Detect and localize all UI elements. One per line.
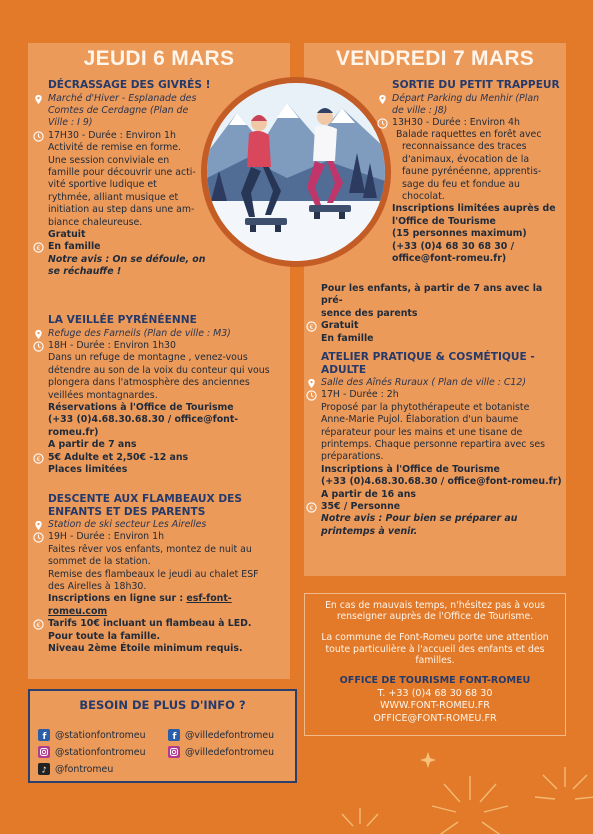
euro-icon <box>33 453 44 464</box>
thursday-title: JEUDI 6 MARS <box>83 47 235 70</box>
location-row <box>33 519 288 531</box>
desc-line: veillées montagnardes. <box>48 389 158 401</box>
notice-line: toute particulière à l'accueil des enfants et des <box>325 643 545 655</box>
registration-line: (15 personnes maximum) <box>392 228 527 240</box>
social-handle: @fontromeu <box>55 763 114 775</box>
registration-line: Inscriptions limitées auprès de <box>392 203 556 215</box>
location-row <box>33 328 288 340</box>
euro-icon <box>306 321 317 332</box>
office-title: OFFICE DE TOURISME FONT-ROMEU <box>339 675 531 687</box>
desc-line: Une session conviviale en <box>48 154 170 166</box>
location-row <box>377 93 562 118</box>
more-info-title: BESOIN DE PLUS D'INFO ? <box>79 698 246 712</box>
location-pin-icon <box>33 520 44 531</box>
price-row <box>306 501 564 538</box>
instagram-icon <box>168 746 180 758</box>
clock-icon <box>33 532 44 543</box>
location-pin-icon <box>33 94 44 105</box>
more-info-box <box>28 689 297 783</box>
location-line: de ville : J8) <box>392 104 448 116</box>
notice-line: familles. <box>415 654 455 666</box>
clock-icon <box>377 118 388 129</box>
notice-line: La commune de Font-Romeu porte une attention <box>321 632 549 644</box>
time-text: 19H - Durée : Environ 1h <box>48 531 165 543</box>
time-row <box>33 340 288 452</box>
social-handle: @villedefontromeu <box>185 729 275 741</box>
desc-line: détendre au son de la voix du conteur qui vous <box>48 364 270 376</box>
desc-line: sommet de la station. <box>48 556 151 568</box>
event-title <box>33 493 288 518</box>
registration-prefix: Inscriptions en ligne sur : <box>48 593 187 605</box>
price-line: Tarifs 10€ incluant un flambeau à LED. <box>48 618 252 630</box>
social-instagram-ville[interactable] <box>168 746 274 758</box>
desc-line: rythmée, alliant musique et <box>48 191 179 203</box>
time-text: 17H30 - Durée : Environ 1h <box>48 129 176 141</box>
time-text: 18H - Durée : Environ 1h30 <box>48 339 176 351</box>
desc-line: vité sportive ludique et <box>48 179 157 191</box>
time-row <box>377 117 562 129</box>
registration-line: (+33 (0)4.68.30.68.30 / office@font-romeu.fr) <box>48 414 239 438</box>
extra-line: Pour les enfants, à partir de 7 ans avec la pré- <box>321 283 543 307</box>
location-row <box>33 93 283 130</box>
desc-line: Activité de remise en forme. <box>48 142 182 154</box>
desc-line: Anne-Marie Pujol. Élaboration d'un baume <box>321 414 519 426</box>
desc-line: Balade raquettes en forêt avec <box>396 129 542 140</box>
event-trappeur-extra <box>306 283 564 345</box>
office-email[interactable]: OFFICE@FONT-ROMEU.FR <box>373 712 497 724</box>
svg-text:♪: ♪ <box>41 765 47 775</box>
price-row <box>33 618 288 655</box>
social-handle: @stationfontromeu <box>55 729 146 741</box>
social-tiktok[interactable] <box>38 763 113 775</box>
desc-line: initiation au step dans une am- <box>48 204 195 216</box>
registration-line: A partir de 7 ans <box>48 439 137 451</box>
euro-icon <box>306 502 317 513</box>
desc-line: faune pyrénéenne, apprentis- <box>402 166 542 178</box>
event-title-line: ENFANTS ET DES PARENTS <box>48 505 206 518</box>
facebook-icon <box>38 729 50 741</box>
price-line: 35€ / Personne <box>321 501 401 513</box>
office-phone[interactable]: T. +33 (0)4 68 30 68 30 <box>377 688 493 700</box>
social-handle: @villedefontromeu <box>185 746 275 758</box>
registration-line: (+33 (0)4 68 30 68 30 / <box>392 240 514 252</box>
time-text: 17H - Durée : 2h <box>321 389 399 401</box>
event-title-line: ATELIER PRATIQUE & COSMÉTIQUE - <box>321 351 535 363</box>
note-line: Notre avis : Pour bien se préparer au <box>321 513 518 525</box>
location-line: Salle des Aînés Ruraux ( Plan de ville : C12) <box>321 377 526 388</box>
svg-text:€: € <box>309 503 314 512</box>
desc-line: préparations. <box>321 451 384 463</box>
registration-line: A partir de 16 ans <box>321 488 416 500</box>
desc-line: chocolat. <box>402 191 445 203</box>
price-line: Niveau 2ème Étoile minimum requis. <box>48 643 243 655</box>
euro-icon <box>33 619 44 630</box>
note-line: printemps à venir. <box>321 525 418 537</box>
esf-link[interactable]: esf-font-romeu.com <box>48 593 232 617</box>
location-line: Ville : I 9) <box>48 117 93 129</box>
event-flambeaux <box>33 493 288 655</box>
euro-icon <box>33 242 44 253</box>
time-row <box>306 389 564 501</box>
accessibility-notice <box>315 632 555 666</box>
desc-line: des Airelles à 18h30. <box>48 581 147 593</box>
office-website[interactable]: WWW.FONT-ROMEU.FR <box>380 700 490 712</box>
desc-line: plongera dans l'atmosphère des anciennes <box>48 377 250 389</box>
price-line: En famille <box>321 332 374 344</box>
clock-icon <box>306 390 317 401</box>
location-line: Départ Parking du Menhir (Plan <box>392 92 540 104</box>
price-row <box>306 320 564 345</box>
time-row <box>33 130 283 242</box>
price-line: 5€ Adulte et 2,50€ -12 ans <box>48 451 189 463</box>
event-title: LA VEILLÉE PYRÉNÉENNE <box>48 314 197 326</box>
location-pin-icon <box>33 329 44 340</box>
friday-title: VENDREDI 7 MARS <box>335 47 535 70</box>
registration-line: office@font-romeu.fr) <box>392 253 507 265</box>
registration-line: l'Office de Tourisme <box>392 215 496 227</box>
svg-text:f: f <box>42 732 47 741</box>
notice-box <box>304 593 566 736</box>
svg-text:€: € <box>36 244 41 253</box>
desc-line: printemps. Chaque personne repartira avec ses <box>321 439 545 451</box>
desc-line: Dans un refuge de montagne , venez-vous <box>48 352 248 364</box>
social-handle: @stationfontromeu <box>55 746 146 758</box>
note-line: Notre avis : On se défoule, on <box>48 253 206 265</box>
location-row <box>306 377 564 389</box>
event-atelier <box>306 351 564 538</box>
event-trappeur <box>377 79 562 130</box>
svg-text:f: f <box>172 732 177 741</box>
event-trappeur-details <box>392 129 564 265</box>
weather-notice <box>315 600 555 622</box>
social-facebook-ville[interactable] <box>168 729 274 741</box>
event-veillee <box>33 314 288 476</box>
price-line: Pour toute la famille. <box>48 630 161 642</box>
price-line: En famille <box>48 241 101 253</box>
location-line: Comtes de Cerdagne (Plan de <box>48 104 189 116</box>
event-title: DÉCRASSAGE DES GIVRÉS ! <box>48 79 211 91</box>
location-line: Station de ski secteur Les Airelles <box>48 519 207 530</box>
registration-line: Réservations à l'Office de Tourisme <box>48 401 234 413</box>
registration-line <box>48 593 288 618</box>
social-instagram-station[interactable] <box>38 746 146 758</box>
price-line: Gratuit <box>48 228 86 240</box>
tiktok-icon <box>38 763 50 775</box>
instagram-icon <box>38 746 50 758</box>
svg-text:€: € <box>36 621 41 630</box>
event-title <box>306 351 564 376</box>
registration-line: Inscriptions à l'Office de Tourisme <box>321 463 500 475</box>
notice-line: En cas de mauvais temps, n'hésitez pas à vous <box>325 600 545 611</box>
desc-line: d'animaux, évocation de la <box>402 153 530 165</box>
extra-line: sence des parents <box>321 307 418 319</box>
extra-row <box>306 283 564 320</box>
location-pin-icon <box>377 94 388 105</box>
desc-line: biance chaleureuse. <box>48 216 143 228</box>
price-line: Gratuit <box>321 320 359 332</box>
clock-icon <box>33 341 44 352</box>
note-line: se réchauffe ! <box>48 266 122 278</box>
desc-line: Faites rêver vos enfants, montez de nuit au <box>48 543 252 555</box>
desc-line: reconnaissance des traces <box>402 141 527 153</box>
desc-line: famille pour découvrir une acti- <box>48 166 196 178</box>
notice-line: renseigner auprès de l'Office de Tourisme. <box>336 611 534 623</box>
time-text: 13H30 - Durée : Environ 4h <box>392 117 520 129</box>
fireworks-decoration <box>330 740 593 834</box>
clock-icon <box>33 131 44 142</box>
price-line: Places limitées <box>48 463 128 475</box>
facebook-icon <box>168 729 180 741</box>
svg-text:€: € <box>309 323 314 332</box>
social-facebook-station[interactable] <box>38 729 146 741</box>
desc-line: sage du feu et fondue au <box>402 178 520 190</box>
price-row <box>33 452 288 477</box>
registration-line: (+33 (0)4.68.30.68.30 / office@font-romeu.fr) <box>321 476 562 488</box>
event-title: SORTIE DU PETIT TRAPPEUR <box>392 79 560 91</box>
location-line: Marché d'Hiver - Esplanade des <box>48 92 197 104</box>
location-pin-icon <box>306 378 317 389</box>
location-line: Refuge des Farneils (Plan de ville : M3) <box>48 327 231 339</box>
desc-line: Proposé par la phytothérapeute et botaniste <box>321 401 530 413</box>
desc-line: Remise des flambeaux le jeudi au chalet ESF <box>48 568 259 580</box>
event-title-line: ADULTE <box>321 363 367 376</box>
svg-text:€: € <box>36 454 41 463</box>
time-row <box>33 531 288 618</box>
event-decrassage <box>33 79 283 279</box>
price-row <box>33 241 283 278</box>
desc-line: réparateur pour les mains et une tisane de <box>321 426 523 438</box>
event-title-line: DESCENTE AUX FLAMBEAUX DES <box>48 493 243 505</box>
